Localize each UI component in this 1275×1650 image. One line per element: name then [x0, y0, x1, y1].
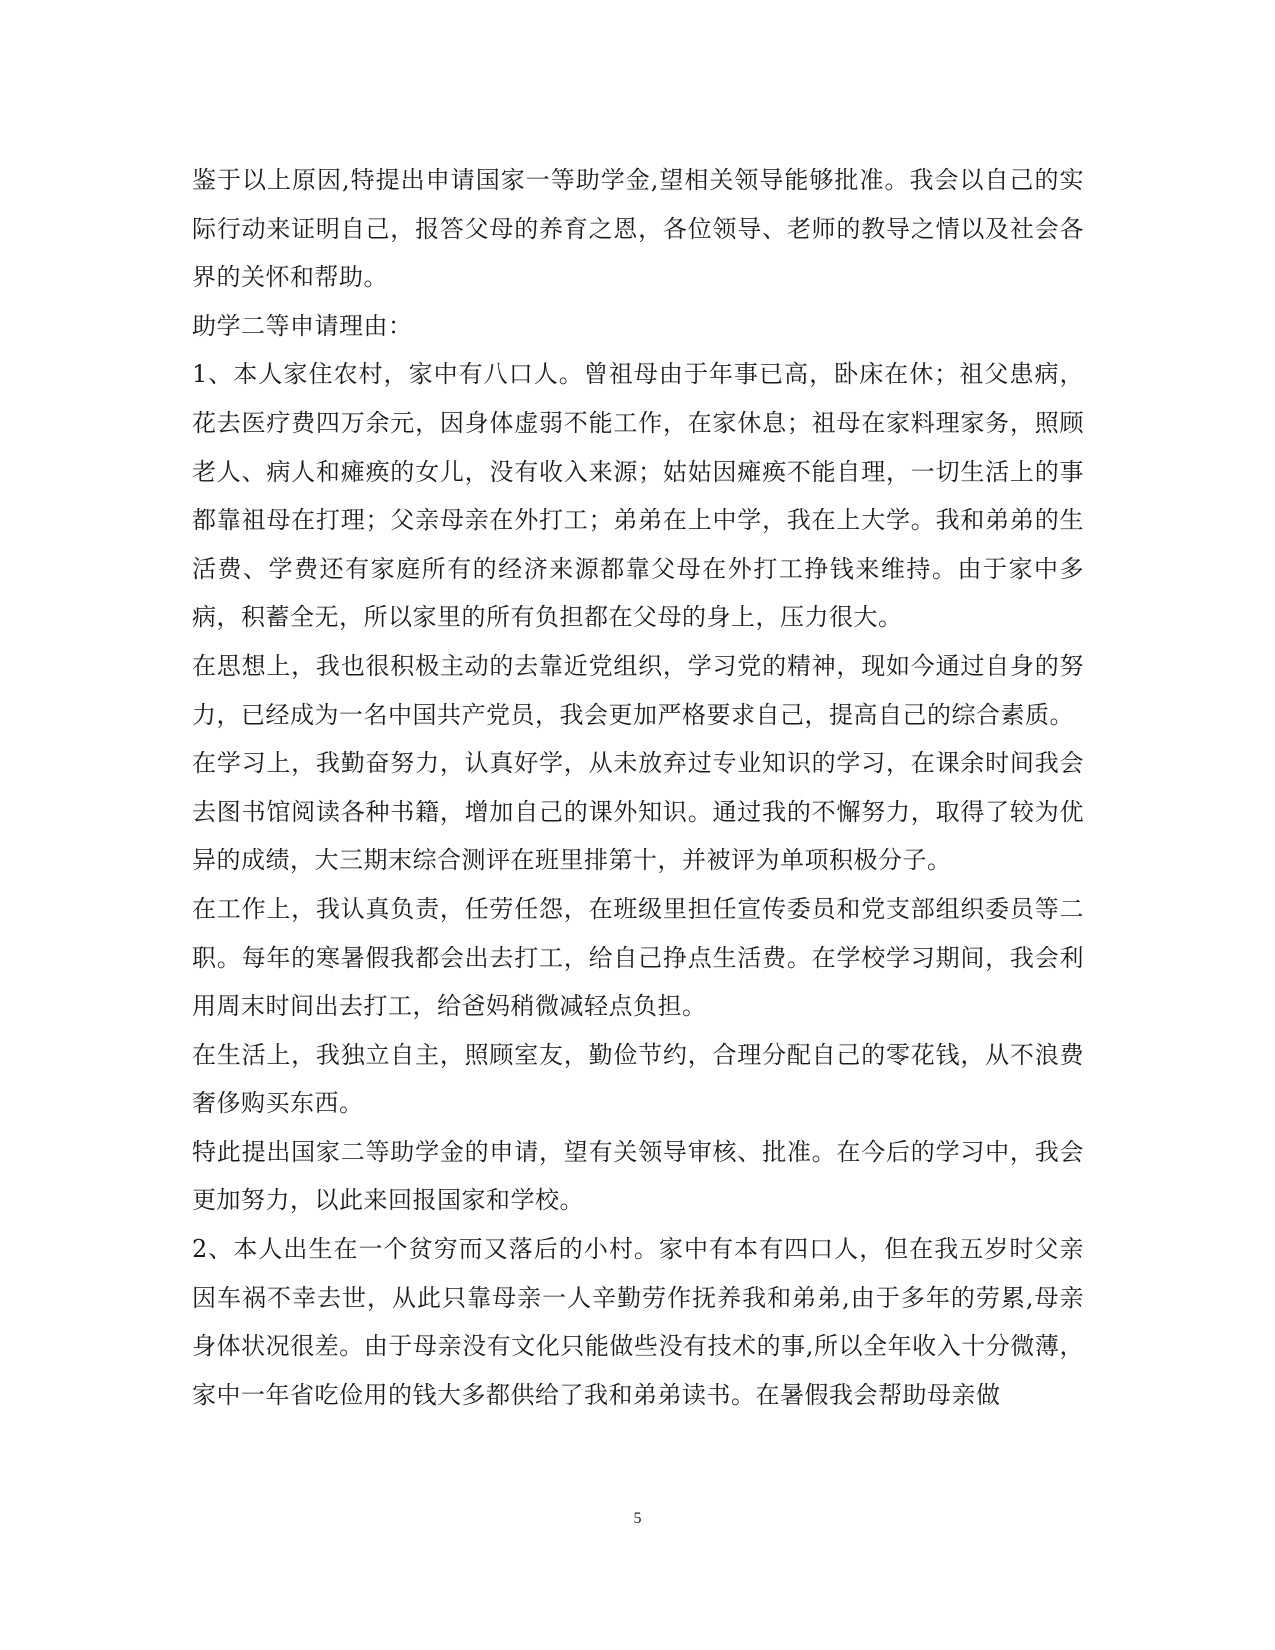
- paragraph-case-2-family: 2、本人出生在一个贫穷而又落后的小村。家中有本有四口人，但在我五岁时父亲因车祸不幸去世，从此只靠母亲一人辛勤劳作抚养我和弟弟,由于多年的劳累,母亲身体状况很差。由于母亲没有文化只能做些没有技术的事,所以全年收入十分微薄，家中一年省吃俭用的钱大多都供给了我和弟弟读书。在暑假我会帮助母亲做: [192, 1235, 1084, 1409]
- section-heading-second-grade-reasons: 助学二等申请理由：: [192, 311, 413, 340]
- paragraph-thought: 在思想上，我也很积极主动的去靠近党组织，学习党的精神，现如今通过自身的努力，已经成为一名中国共产党员，我会更加严格要求自己，提高自己的综合素质。: [192, 651, 1084, 729]
- paragraph-request-second-grade: 特此提出国家二等助学金的申请，望有关领导审核、批准。在今后的学习中，我会更加努力，以此来回报国家和学校。: [192, 1137, 1084, 1215]
- page-number: 5: [633, 1510, 642, 1527]
- paragraph-case-1-family: 1、本人家住农村，家中有八口人。曾祖母由于年事已高，卧床在休；祖父患病，花去医疗费四万余元，因身体虚弱不能工作，在家休息；祖母在家料理家务，照顾老人、病人和瘫痪的女儿，没有收入来源；姑姑因瘫痪不能自理，一切生活上的事都靠祖母在打理；父亲母亲在外打工；弟弟在上中学，我在上大学。我和弟弟的生活费、学费还有家庭所有的经济来源都靠父母在外打工挣钱来维持。由于家中多病，积蓄全无，所以家里的所有负担都在父母的身上，压力很大。: [192, 360, 1084, 632]
- paragraph-conclusion-first-grade: 鉴于以上原因,特提出申请国家一等助学金,望相关领导能够批准。我会以自己的实际行动来证明自己，报答父母的养育之恩，各位领导、老师的教导之情以及社会各界的关怀和帮助。: [192, 166, 1084, 292]
- paragraph-life: 在生活上，我独立自主，照顾室友，勤俭节约，合理分配自己的零花钱，从不浪费奢侈购买东西。: [192, 1040, 1084, 1118]
- paragraph-study: 在学习上，我勤奋努力，认真好学，从未放弃过专业知识的学习，在课余时间我会去图书馆阅读各种书籍，增加自己的课外知识。通过我的不懈努力，取得了较为优异的成绩，大三期末综合测评在班里排第十，并被评为单项积极分子。: [192, 749, 1084, 875]
- document-body: [192, 156, 1084, 1419]
- paragraph-work: 在工作上，我认真负责，任劳任怨，在班级里担任宣传委员和党支部组织委员等二职。每年的寒暑假我都会出去打工，给自己挣点生活费。在学校学习期间，我会利用周末时间出去打工，给爸妈稍微减轻点负担。: [192, 894, 1084, 1021]
